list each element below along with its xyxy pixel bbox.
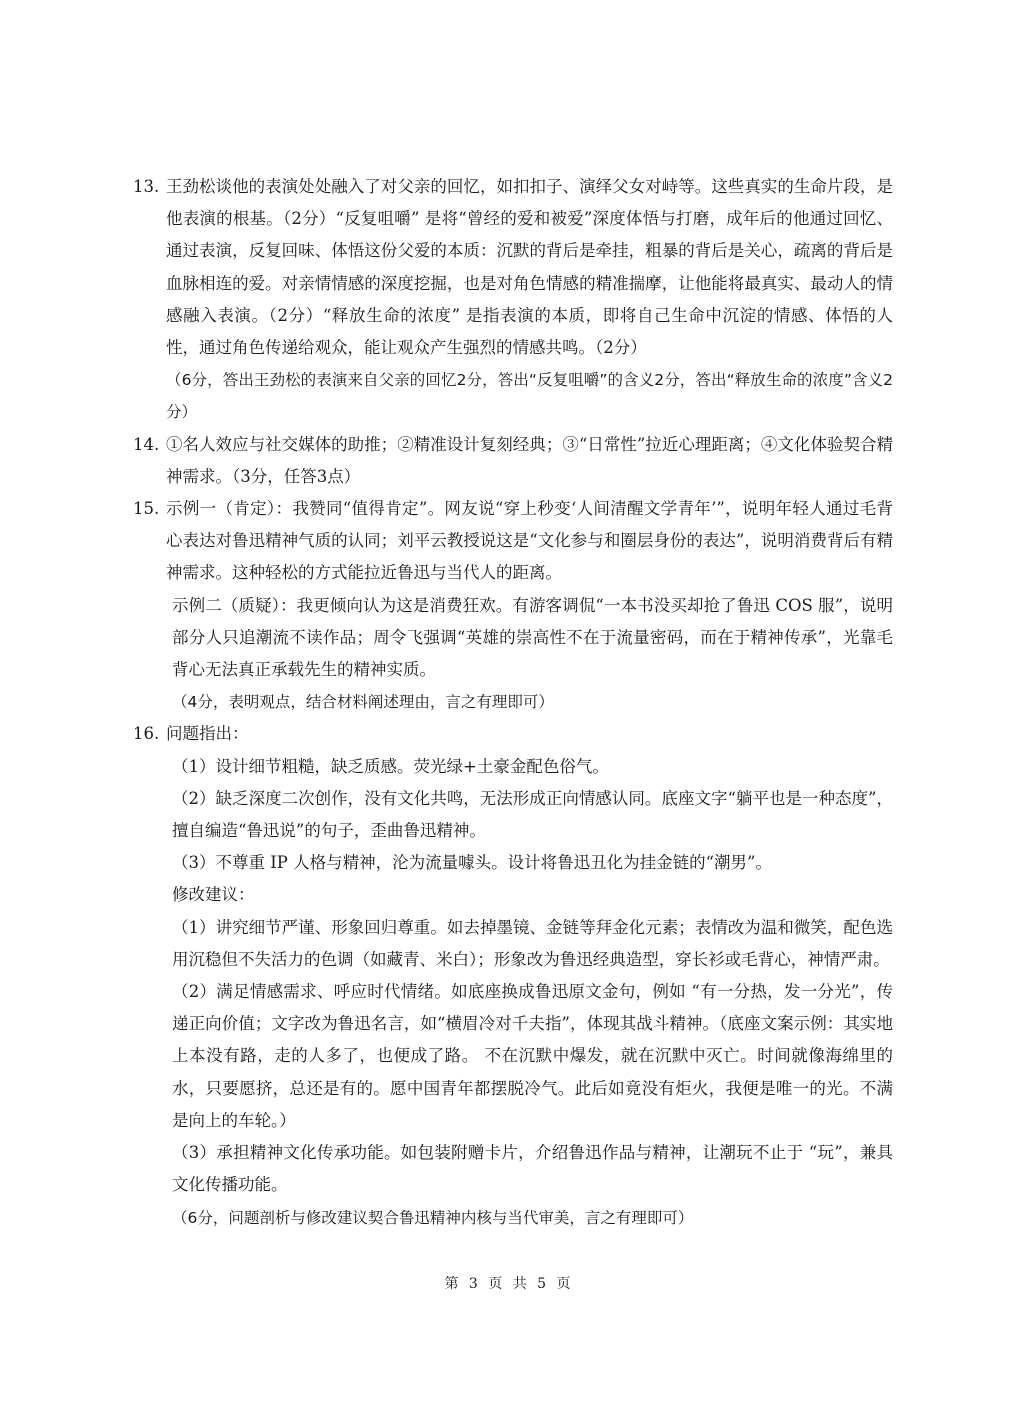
answer-text: ①名人效应与社交媒体的助推；②精准设计复刻经典；③“日常性”拉近心理距离；④文化体验契合精神需求。（3分，任答3点）: [166, 434, 893, 486]
scoring-note: （6分，问题剖析与修改建议契合鲁迅精神内核与当代审美，言之有理即可）: [172, 1208, 694, 1227]
question-body: [166, 493, 893, 718]
problems-heading: 问题指出：: [166, 724, 249, 744]
question-number: 16.: [133, 724, 160, 744]
question-body: [166, 718, 893, 1233]
problem-item: （3）不尊重 IP 人格与精神，沦为流量噱头。设计将鲁迅丑化为挂金链的“潮男”。: [172, 853, 772, 873]
problem-item: （2）缺乏深度二次创作，没有文化共鸣，无法形成正向情感认同。底座文字“躺平也是一种态度”，擅自编造“鲁迅说”的句子，歪曲鲁迅精神。: [172, 788, 893, 841]
question-13: [133, 171, 893, 429]
question-number: 15.: [133, 499, 160, 519]
problem-item: （1）设计细节粗糙，缺乏质感。荧光绿+土豪金配色俗气。: [172, 756, 609, 776]
question-number: 14.: [133, 434, 160, 454]
question-number: 13.: [133, 177, 160, 196]
suggestion-item: （1）讲究细节严谨、形象回归尊重。如去掉墨镜、金链等拜金化元素；表情改为温和微笑，配色选用沉稳但不失活力的色调（如藏青、米白）；形象改为鲁迅经典造型，穿长衫或毛背心，神情严肃。: [172, 917, 893, 969]
example-one: 示例一（肯定）：我赞同“值得肯定”。网友说“穿上秒变‘人间清醒文学青年’”，说明年轻人通过毛背心表达对鲁迅精神气质的认同；刘平云教授说这是“文化参与和圈层身份的表达”，说明消费背后有精神需求。这种轻松的方式能拉近鲁迅与当代人的距离。: [166, 499, 893, 583]
suggestions-heading: 修改建议：: [172, 885, 255, 905]
question-body: [166, 171, 893, 429]
page-footer: 第 3 页 共 5 页: [444, 1276, 574, 1292]
question-15: [133, 493, 893, 718]
question-body: [166, 429, 893, 493]
answer-content: [133, 171, 893, 1234]
example-two: 示例二（质疑）：我更倾向认为这是消费狂欢。有游客调侃“一本书没买却抢了鲁迅 COS 服”，说明部分人只追潮流不读作品；周令飞强调“英雄的崇高性不在于流量密码，而在于精神传承”，光靠毛背心无法真正承载先生的精神实质。: [172, 595, 893, 680]
question-14: [133, 429, 893, 493]
suggestion-item: （3）承担精神文化传承功能。如包装附赠卡片，介绍鲁迅作品与精神，让潮玩不止于 “玩”，兼具文化传播功能。: [172, 1143, 893, 1195]
scoring-note: （6分，答出王劲松的表演来自父亲的回忆2分，答出“反复咀嚼”的含义2分，答出“释放生命的浓度”含义2分）: [166, 371, 893, 422]
scoring-note: （4分，表明观点，结合材料阐述理由，言之有理即可）: [172, 693, 554, 712]
suggestion-item: （2）满足情感需求、呼应时代情绪。如底座换成鲁迅原文金句，例如 “有一分热，发一分光”，传递正向价值；文字改为鲁迅名言，如“横眉冷对千夫指”，体现其战斗精神。（底座文案示例：其实地上本没有路，走的人多了，也便成了路。 不在沉默中爆发，就在沉默中灭亡。时间就像海绵里的水，只要愿挤，总还是有的。愿中国青年都摆脱冷气。此后如竟没有炬火，我便是唯一的光。不满是向上的车轮。）: [172, 982, 893, 1130]
question-16: [133, 718, 893, 1233]
answer-text: 王劲松谈他的表演处处融入了对父亲的回忆，如扣扣子、演绎父女对峙等。这些真实的生命片段，是他表演的根基。（2分）“反复咀嚼” 是将“曾经的爱和被爱”深度体悟与打磨，成年后的他通过回忆、通过表演，反复回味、体悟这份父爱的本质：沉默的背后是牵挂，粗暴的背后是关心，疏离的背后是血脉相连的爱。对亲情情感的深度挖掘，也是对角色情感的精准揣摩，让他能将最真实、最动人的情感融入表演。（2分）“释放生命的浓度” 是指表演的本质，即将自己生命中沉淀的情感、体悟的人性，通过角色传递给观众，能让观众产生强烈的情感共鸣。（2分）: [166, 177, 893, 358]
